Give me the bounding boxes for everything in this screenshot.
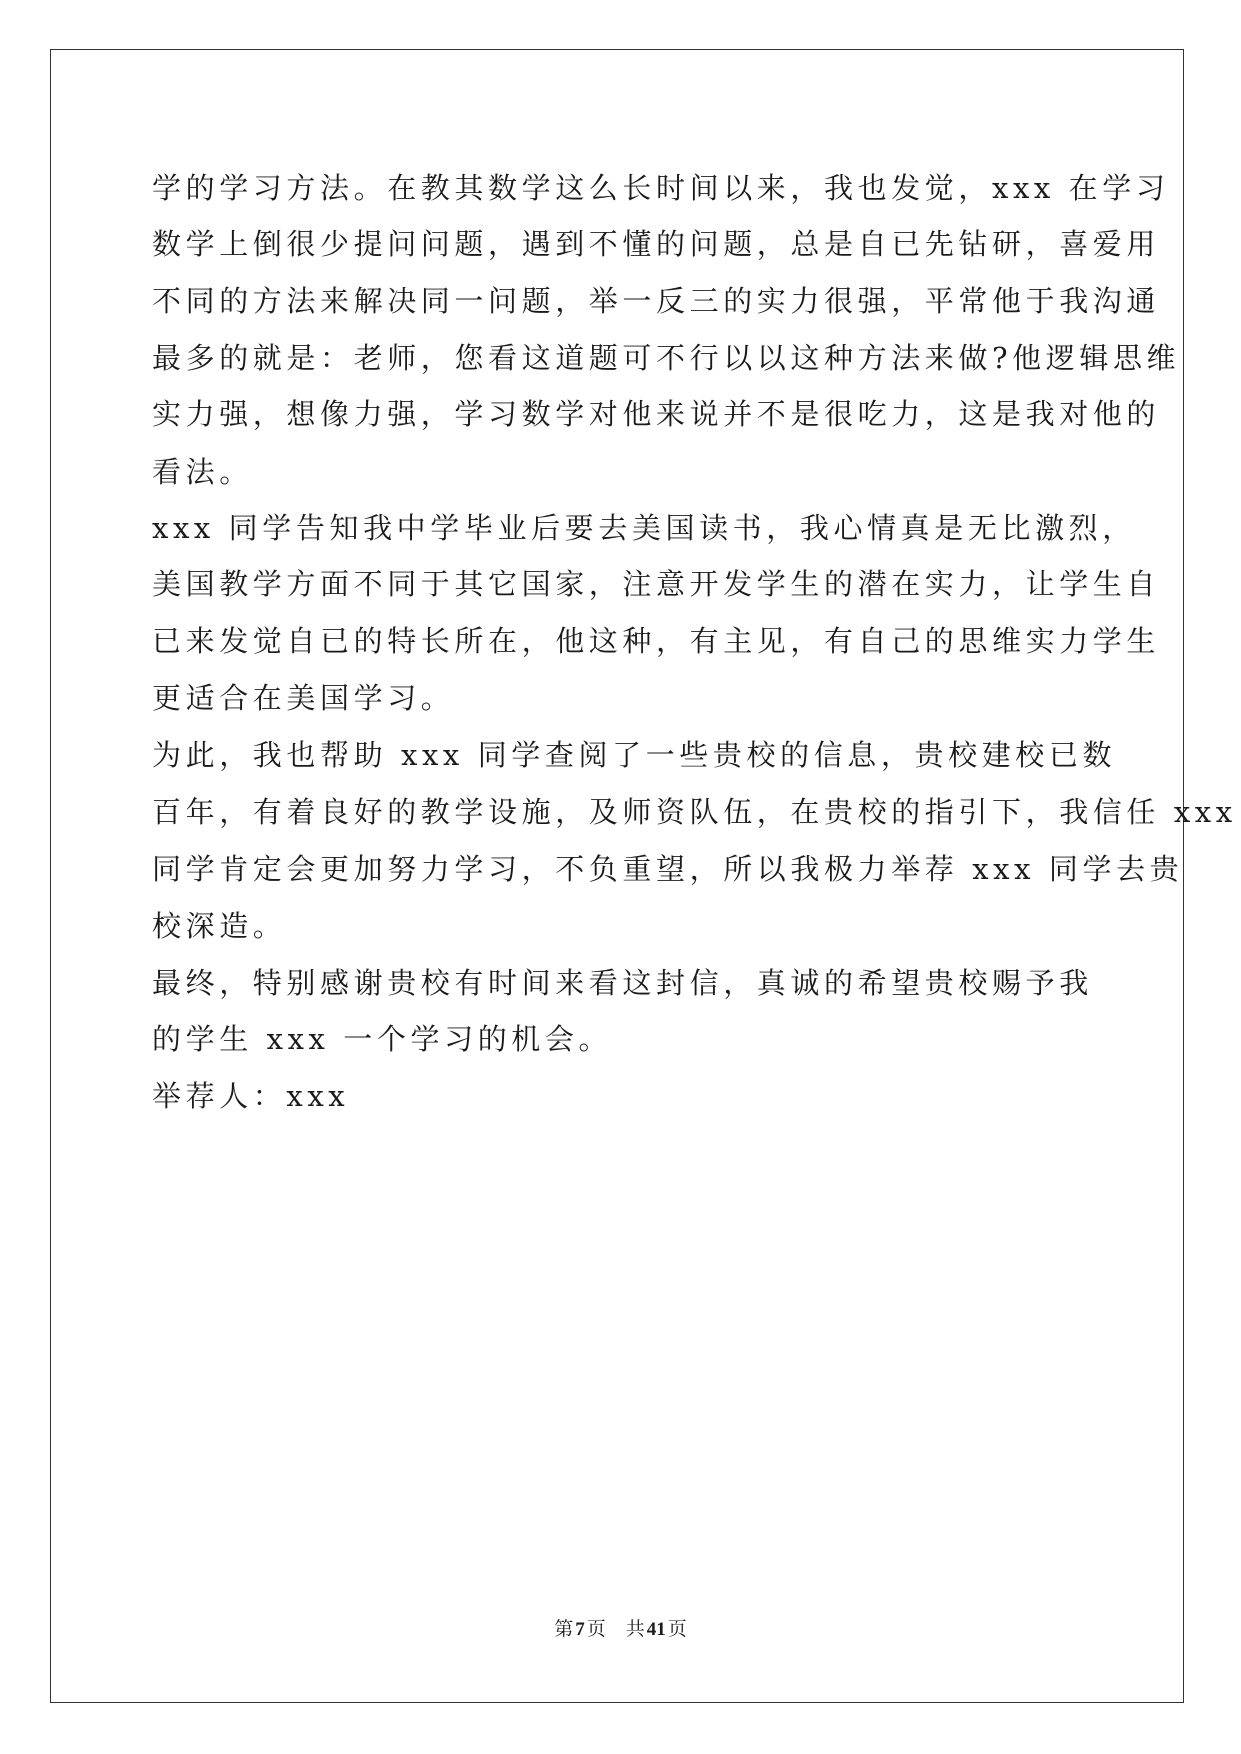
text-line: 的学生 xxx 一个学习的机会。 bbox=[152, 1022, 613, 1056]
text-line: 最多的就是：老师，您看这道题可不行以以这种方法来做?他逻辑思维 bbox=[152, 341, 1181, 375]
text-line: 美国教学方面不同于其它国家，注意开发学生的潜在实力，让学生自 bbox=[152, 567, 1161, 601]
text-line: 同学肯定会更加努力学习，不负重望，所以我极力举荐 xxx 同学去贵 bbox=[152, 852, 1184, 886]
text-line: 实力强，想像力强，学习数学对他来说并不是很吃力，这是我对他的 bbox=[152, 397, 1161, 431]
page-suffix: 页 bbox=[586, 1618, 606, 1640]
total-pages: 41 bbox=[646, 1619, 666, 1640]
page-prefix: 第 bbox=[554, 1618, 574, 1640]
page-number: 7 bbox=[575, 1619, 585, 1640]
text-line: 最终，特别感谢贵校有时间来看这封信，真诚的希望贵校赐予我 bbox=[152, 966, 1093, 1000]
total-suffix: 页 bbox=[667, 1618, 687, 1640]
text-line: 为此，我也帮助 xxx 同学查阅了一些贵校的信息，贵校建校已数 bbox=[152, 738, 1117, 772]
text-line: 校深造。 bbox=[152, 909, 287, 943]
text-line: 不同的方法来解决同一问题，举一反三的实力很强，平常他于我沟通 bbox=[152, 284, 1161, 318]
text-line: 已来发觉自已的特长所在，他这种，有主见，有自己的思维实力学生 bbox=[152, 624, 1161, 658]
text-line: 举荐人：xxx bbox=[152, 1079, 350, 1113]
text-line: 数学上倒很少提问问题，遇到不懂的问题，总是自已先钻研，喜爱用 bbox=[152, 227, 1161, 261]
text-line: xxx 同学告知我中学毕业后要去美国读书，我心情真是无比激烈， bbox=[152, 511, 1136, 545]
text-line: 更适合在美国学习。 bbox=[152, 681, 455, 715]
text-line: 百年，有着良好的教学设施，及师资队伍，在贵校的指引下，我信任 xxx bbox=[152, 795, 1237, 829]
text-line: 看法。 bbox=[152, 455, 253, 489]
text-line: 学的学习方法。在教其数学这么长时间以来，我也发觉，xxx 在学习 bbox=[152, 171, 1170, 205]
page-footer bbox=[0, 1617, 1241, 1642]
total-prefix: 共 bbox=[625, 1618, 645, 1640]
